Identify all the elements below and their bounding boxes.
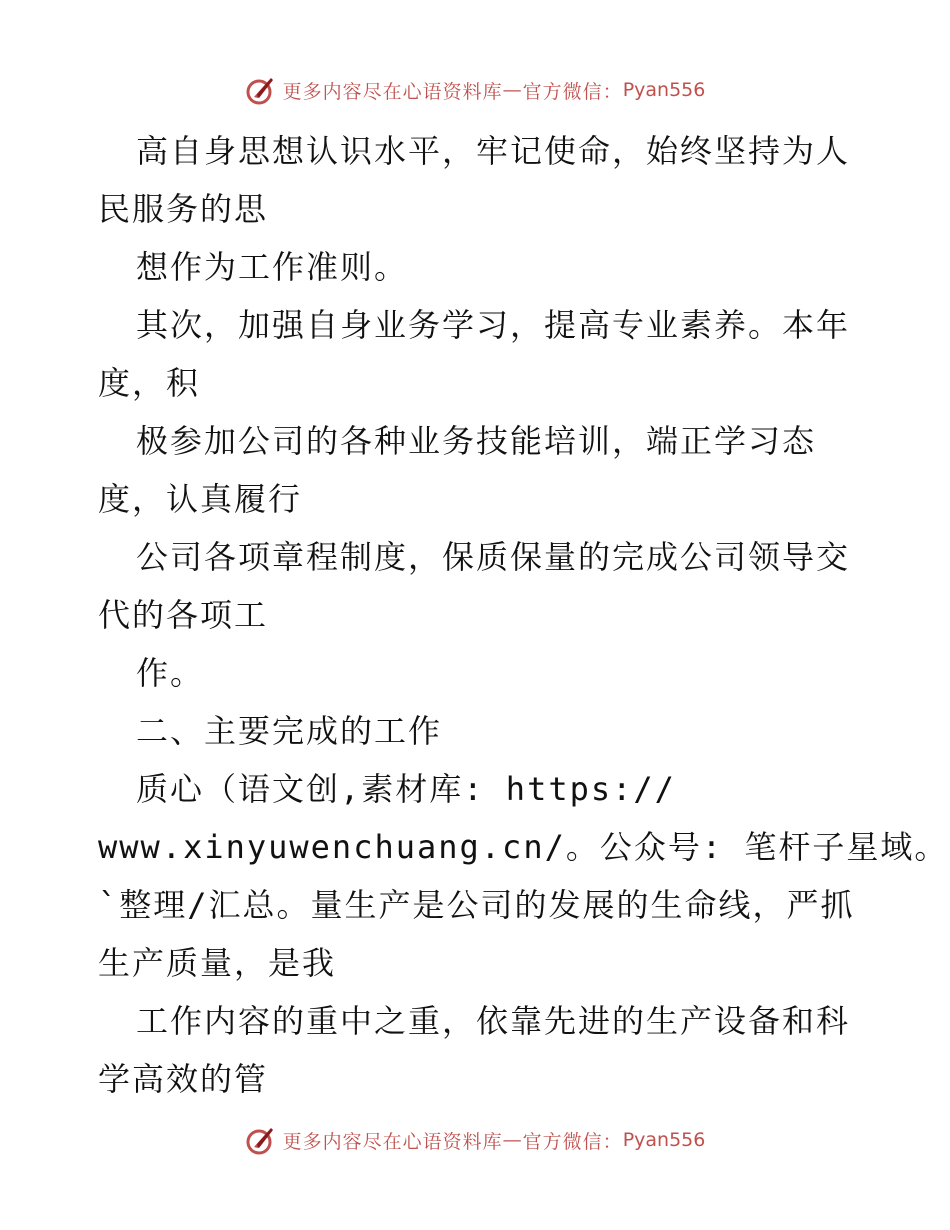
text-line: 度，积 bbox=[98, 364, 201, 402]
text-line: 高自身思想认识水平，牢记使命，始终坚持为人 bbox=[136, 132, 851, 170]
wechat-label: 官方微信： bbox=[522, 1130, 623, 1153]
wechat-id: Pyan556 bbox=[622, 79, 706, 101]
text-line: 公司各项章程制度，保质保量的完成公司领导交 bbox=[136, 538, 851, 576]
text-line: 作。 bbox=[136, 654, 205, 692]
text-line: 学高效的管 bbox=[98, 1060, 269, 1098]
text-line: 极参加公司的各种业务技能培训，端正学习态 bbox=[136, 422, 817, 460]
banner-dash: — bbox=[502, 79, 523, 101]
quill-logo-icon bbox=[245, 1124, 277, 1156]
section-heading: 二、主要完成的工作 bbox=[136, 712, 443, 750]
brand-text: 更多内容尽在心语资料库 bbox=[282, 80, 503, 103]
text-line: www.xinyuwenchuang.cn/。公众号: 笔杆子星域。 bbox=[98, 828, 949, 866]
text-line: 民服务的思 bbox=[98, 190, 269, 228]
text-line: 生产质量，是我 bbox=[98, 944, 337, 982]
header-banner bbox=[0, 70, 950, 110]
document-body bbox=[98, 122, 949, 1108]
brand-text: 更多内容尽在心语资料库 bbox=[282, 1130, 503, 1153]
wechat-label: 官方微信： bbox=[522, 80, 623, 103]
text-line: 其次，加强自身业务学习，提高专业素养。本年 bbox=[136, 306, 851, 344]
text-line: 想作为工作准则。 bbox=[136, 248, 409, 286]
wechat-id: Pyan556 bbox=[622, 1129, 706, 1151]
text-line: `整理/汇总。量生产是公司的发展的生命线，严抓 bbox=[98, 886, 855, 924]
text-line: 度，认真履行 bbox=[98, 480, 303, 518]
text-line: 代的各项工 bbox=[98, 596, 269, 634]
footer-banner bbox=[0, 1120, 950, 1160]
text-line: 工作内容的重中之重，依靠先进的生产设备和科 bbox=[136, 1002, 851, 1040]
quill-logo-icon bbox=[245, 74, 277, 106]
banner-dash: — bbox=[502, 1129, 523, 1151]
text-line: 质心（语文创,素材库: https:// bbox=[136, 770, 676, 808]
